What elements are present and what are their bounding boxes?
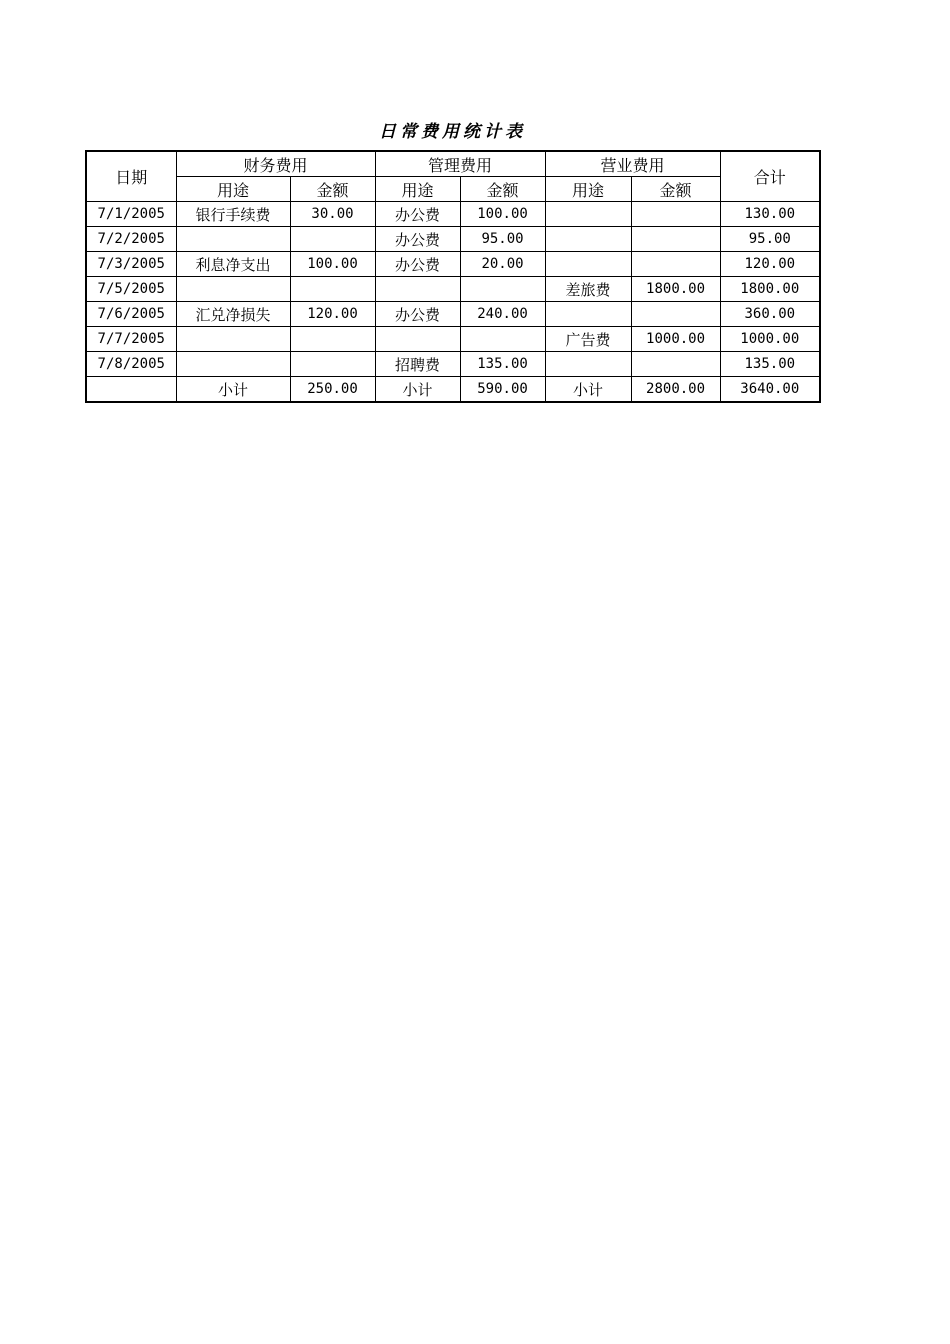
finance-purpose-cell[interactable]: 银行手续费 xyxy=(176,202,290,227)
header-finance-amount[interactable]: 金额 xyxy=(290,177,375,202)
finance-subtotal-amount[interactable]: 250.00 xyxy=(290,377,375,403)
management-subtotal-label[interactable]: 小计 xyxy=(375,377,460,403)
business-purpose-cell[interactable] xyxy=(545,352,631,377)
finance-amount-cell[interactable] xyxy=(290,277,375,302)
finance-amount-cell[interactable]: 30.00 xyxy=(290,202,375,227)
header-business[interactable]: 营业费用 xyxy=(545,151,720,177)
finance-amount-cell[interactable]: 120.00 xyxy=(290,302,375,327)
header-management-purpose[interactable]: 用途 xyxy=(375,177,460,202)
header-business-purpose[interactable]: 用途 xyxy=(545,177,631,202)
header-row-2 xyxy=(86,177,820,202)
finance-purpose-cell[interactable]: 汇兑净损失 xyxy=(176,302,290,327)
finance-purpose-cell[interactable] xyxy=(176,327,290,352)
date-cell[interactable]: 7/3/2005 xyxy=(86,252,176,277)
finance-purpose-cell[interactable] xyxy=(176,352,290,377)
business-amount-cell[interactable] xyxy=(631,252,720,277)
finance-purpose-cell[interactable] xyxy=(176,277,290,302)
business-amount-cell[interactable] xyxy=(631,202,720,227)
date-cell[interactable]: 7/8/2005 xyxy=(86,352,176,377)
business-amount-cell[interactable]: 1800.00 xyxy=(631,277,720,302)
management-purpose-cell[interactable]: 招聘费 xyxy=(375,352,460,377)
management-amount-cell[interactable]: 20.00 xyxy=(460,252,545,277)
management-amount-cell[interactable] xyxy=(460,277,545,302)
business-purpose-cell[interactable] xyxy=(545,227,631,252)
finance-amount-cell[interactable] xyxy=(290,227,375,252)
subtotal-date-cell[interactable] xyxy=(86,377,176,403)
finance-amount-cell[interactable] xyxy=(290,327,375,352)
total-cell[interactable]: 360.00 xyxy=(720,302,820,327)
subtotal-row xyxy=(86,377,820,403)
business-amount-cell[interactable] xyxy=(631,302,720,327)
business-purpose-cell[interactable] xyxy=(545,302,631,327)
management-amount-cell[interactable]: 95.00 xyxy=(460,227,545,252)
header-row-1 xyxy=(86,151,820,177)
total-cell[interactable]: 130.00 xyxy=(720,202,820,227)
header-business-amount[interactable]: 金额 xyxy=(631,177,720,202)
management-amount-cell[interactable]: 100.00 xyxy=(460,202,545,227)
sheet-title: 日常费用统计表 xyxy=(379,122,526,142)
finance-purpose-cell[interactable] xyxy=(176,227,290,252)
header-management[interactable]: 管理费用 xyxy=(375,151,545,177)
total-cell[interactable]: 95.00 xyxy=(720,227,820,252)
management-purpose-cell[interactable]: 办公费 xyxy=(375,202,460,227)
header-finance-purpose[interactable]: 用途 xyxy=(176,177,290,202)
business-purpose-cell[interactable]: 差旅费 xyxy=(545,277,631,302)
business-subtotal-amount[interactable]: 2800.00 xyxy=(631,377,720,403)
total-cell[interactable]: 1800.00 xyxy=(720,277,820,302)
business-subtotal-label[interactable]: 小计 xyxy=(545,377,631,403)
business-amount-cell[interactable] xyxy=(631,352,720,377)
business-amount-cell[interactable]: 1000.00 xyxy=(631,327,720,352)
total-cell[interactable]: 1000.00 xyxy=(720,327,820,352)
business-purpose-cell[interactable] xyxy=(545,252,631,277)
table-row xyxy=(86,252,820,277)
finance-amount-cell[interactable] xyxy=(290,352,375,377)
table-row xyxy=(86,227,820,252)
management-amount-cell[interactable] xyxy=(460,327,545,352)
management-purpose-cell[interactable]: 办公费 xyxy=(375,252,460,277)
grand-total-cell[interactable]: 3640.00 xyxy=(720,377,820,403)
table-row xyxy=(86,302,820,327)
header-date[interactable]: 日期 xyxy=(86,151,176,202)
finance-purpose-cell[interactable]: 利息净支出 xyxy=(176,252,290,277)
date-cell[interactable]: 7/2/2005 xyxy=(86,227,176,252)
date-cell[interactable]: 7/1/2005 xyxy=(86,202,176,227)
header-management-amount[interactable]: 金额 xyxy=(460,177,545,202)
table-row xyxy=(86,277,820,302)
table-row xyxy=(86,202,820,227)
management-subtotal-amount[interactable]: 590.00 xyxy=(460,377,545,403)
business-purpose-cell[interactable]: 广告费 xyxy=(545,327,631,352)
table-row xyxy=(86,352,820,377)
business-amount-cell[interactable] xyxy=(631,227,720,252)
header-total[interactable]: 合计 xyxy=(720,151,820,202)
business-purpose-cell[interactable] xyxy=(545,202,631,227)
header-finance[interactable]: 财务费用 xyxy=(176,151,375,177)
expense-table xyxy=(85,150,821,403)
total-cell[interactable]: 135.00 xyxy=(720,352,820,377)
finance-subtotal-label[interactable]: 小计 xyxy=(176,377,290,403)
date-cell[interactable]: 7/6/2005 xyxy=(86,302,176,327)
management-amount-cell[interactable]: 240.00 xyxy=(460,302,545,327)
finance-amount-cell[interactable]: 100.00 xyxy=(290,252,375,277)
management-purpose-cell[interactable] xyxy=(375,277,460,302)
management-purpose-cell[interactable] xyxy=(375,327,460,352)
date-cell[interactable]: 7/5/2005 xyxy=(86,277,176,302)
management-purpose-cell[interactable]: 办公费 xyxy=(375,227,460,252)
total-cell[interactable]: 120.00 xyxy=(720,252,820,277)
table-row xyxy=(86,327,820,352)
date-cell[interactable]: 7/7/2005 xyxy=(86,327,176,352)
management-purpose-cell[interactable]: 办公费 xyxy=(375,302,460,327)
management-amount-cell[interactable]: 135.00 xyxy=(460,352,545,377)
